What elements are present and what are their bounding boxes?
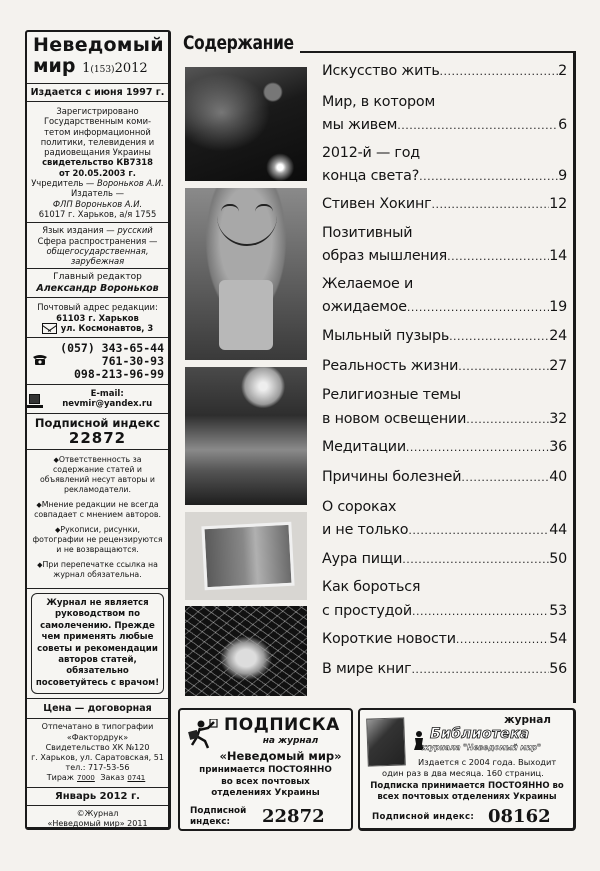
price-line: Цена — договорная	[27, 699, 168, 719]
phone-3: 098-213-96-99	[73, 367, 164, 382]
registration-block: Зарегистрировано Государственным коми- тетом информационной политики, телевидения и радиовещания Украины свидетельство КВ7318 от 20.05.2003 г. Учредитель — Вороньков А.И. Издатель — ФЛП Вороньков А.И. 61017 г. Харьков, а/я 1755	[27, 102, 168, 223]
ad-subscription-index: 22872	[262, 806, 325, 827]
telephone-icon	[32, 354, 48, 366]
toc-item[interactable]: Мыльный пузырь ..... 24	[322, 325, 567, 349]
toc-item[interactable]: В мире книг ..... 56	[322, 658, 567, 682]
phone-2: 761-30-93	[101, 354, 164, 369]
flower-image	[185, 367, 307, 505]
email-link[interactable]: nevmir@yandex.ru	[62, 399, 153, 410]
toc-page: 53	[549, 602, 567, 619]
imprint-column	[25, 30, 171, 830]
toc-page: 14	[549, 248, 567, 265]
language-block: Язык издания — русский Сфера распространения — общегосударственная, зарубежная	[27, 223, 168, 269]
toc-page: 19	[549, 299, 567, 316]
subscription-index-value: 22872	[68, 429, 127, 448]
toc-item[interactable]: Медитации ..... 36	[322, 436, 567, 460]
ad-magazine-name: «Неведомый мир»	[219, 749, 342, 763]
toc-item[interactable]: Религиозные темы в новом освещении ..... 32	[322, 384, 567, 431]
toc-page: 6	[558, 117, 567, 134]
phones-block	[27, 338, 168, 385]
toc-item[interactable]: Позитивный образ мышления ..... 14	[322, 222, 567, 269]
medical-warning: Журнал не является руководством по самолечению. Прежде чем применять любые советы и рекомендации авторов статей, обязательно посоветуйтесь с врачом!	[31, 593, 164, 694]
envelope-icon	[42, 323, 57, 334]
toc-item[interactable]: Желаемое и ожидаемое ..... 19	[322, 273, 567, 320]
toc-item[interactable]: 2012-й — год конца света? ..... 9	[322, 142, 567, 189]
editor-name: Александр Вороньков	[36, 283, 159, 295]
subscription-ad: ПОДПИСКА на журнал «Неведомый мир» принимается ПОСТОЯННО во всех почтовых отделениях Украины Подписной индекс: 22872	[178, 708, 353, 831]
smiley-ball-image	[185, 188, 307, 360]
subscription-index-block: Подписной индекс 22872	[27, 414, 168, 450]
framed-photo-image	[185, 512, 307, 600]
toc-page: 2	[558, 63, 567, 79]
email-block: E-mail: nevmir@yandex.ru	[27, 385, 168, 414]
toc-item[interactable]: Причины болезней ..... 40	[322, 466, 567, 490]
toc-page: 9	[558, 168, 567, 185]
toc-item[interactable]: Аура пищи ..... 50	[322, 548, 567, 572]
note: ◆Рукописи, рисунки, фотографии не рецензируются и не возвращаются.	[32, 525, 163, 555]
neuron-image	[185, 606, 307, 696]
notes-block	[27, 450, 168, 589]
masthead-title-line2: мир 1(153)2012	[33, 55, 148, 77]
phone-1: (057) 343-65-44	[60, 341, 164, 356]
toc-page: 12	[549, 195, 567, 212]
toc-page: 56	[549, 661, 567, 678]
copyright: ©Журнал «Неведомый мир» 2011	[47, 808, 148, 828]
toc-page: 24	[549, 327, 567, 344]
ad-library-index: 08162	[488, 806, 551, 827]
toc-item[interactable]: Мир, в котором мы живем ..... 6	[322, 91, 567, 138]
toc-item[interactable]: Как бороться с простудой ..... 53	[322, 576, 567, 623]
computer-icon	[29, 394, 40, 404]
masthead-title-line1: Неведомый	[33, 34, 164, 56]
book-cover-image	[366, 717, 406, 766]
issue-number: 1(153)2012	[82, 61, 148, 76]
issue-month: Январь 2012 г.	[27, 788, 168, 806]
toc-page: 27	[549, 357, 567, 374]
toc-item[interactable]: Стивен Хокинг ..... 12	[322, 193, 567, 217]
masthead	[27, 32, 168, 84]
toc-item[interactable]: О сороках и не только ..... 44	[322, 496, 567, 543]
certificate-date: от 20.05.2003 г.	[59, 167, 136, 178]
toc-item[interactable]: Искусство жить ..... 2	[322, 60, 567, 84]
table-of-contents	[322, 60, 567, 682]
postal-address-block: Почтовый адрес редакции: 61103 г. Харьков ул. Космонавтов, 3	[27, 298, 168, 338]
contents-title: Содержание	[183, 32, 297, 54]
cosmic-image	[185, 67, 307, 181]
editor-block: Главный редактор Александр Вороньков	[27, 269, 168, 298]
ad-headline: ПОДПИСКА	[224, 715, 340, 735]
toc-page: 54	[549, 631, 567, 648]
toc-item[interactable]: Реальность жизни ..... 27	[322, 355, 567, 379]
toc-page: 32	[549, 410, 567, 427]
note: ◆При перепечатке ссылка на журнал обязательна.	[37, 560, 158, 580]
toc-page: 36	[549, 439, 567, 456]
note: ◆Ответственность за содержание статей и объявлений несут авторы и рекламодатели.	[39, 455, 155, 495]
toc-item[interactable]: Короткие новости ..... 54	[322, 628, 567, 652]
note: ◆Мнение редакции не всегда совпадает с мнением авторов.	[34, 500, 161, 520]
printing-block: Отпечатано в типографии «Фактордрук» Свидетельство ХК №120 г. Харьков, ул. Саратовская, 51 тел.: 717-53-56 Тираж 7000 Заказ 0741	[27, 719, 168, 787]
library-ad: журнал Библиотека журнала "Неведомый мир" Издается с 2004 года. Выходит один раз в два месяца. 160 страниц. Подписка принимается ПОСТОЯННО во всех почтовых отделениях Украины Подписной индекс: 08162	[358, 708, 576, 831]
certificate: свидетельство КВ7318	[42, 157, 153, 168]
toc-page: 50	[549, 550, 567, 567]
library-brand: Библиотека	[430, 726, 530, 742]
toc-page: 40	[549, 468, 567, 485]
since-line: Издается с июня 1997 г.	[27, 84, 168, 102]
toc-page: 44	[549, 522, 567, 539]
